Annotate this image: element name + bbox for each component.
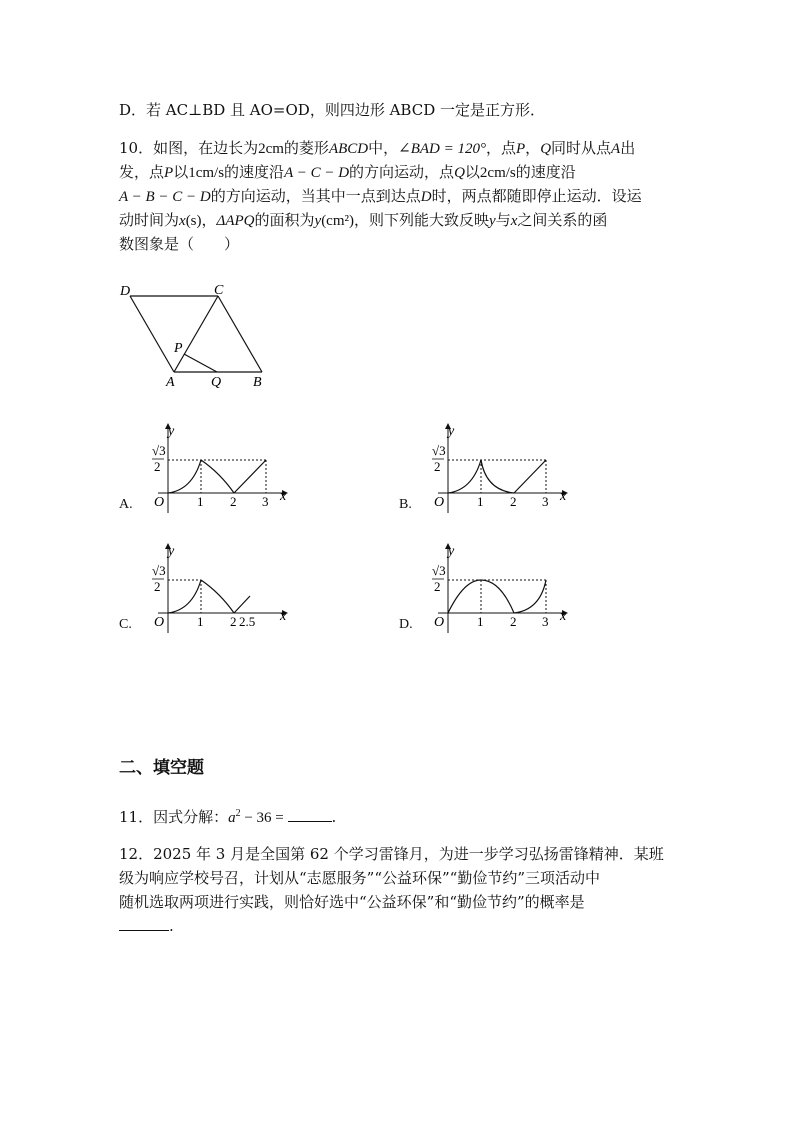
tick-3: 3 — [262, 494, 269, 509]
q10-line-4: 动时间为x(s)，ΔAPQ的面积为y(cm²)，则下列能大致反映y与x之间关系的函 — [119, 211, 608, 229]
q12-line-1: 12．2025 年 3 月是全国第 62 个学习雷锋月，为进一步学习弘扬雷锋精神．某班 — [119, 845, 664, 863]
tick-1: 1 — [197, 494, 204, 509]
tick-3: 3 — [542, 614, 549, 629]
q10-line-1: 10．如图，在边长为2cm的菱形ABCD中，∠BAD = 120°，点P，Q同时从点A出 — [119, 139, 636, 157]
x-label: x — [560, 489, 567, 504]
two-label: 2 — [154, 579, 161, 594]
y-label: y — [448, 544, 455, 559]
origin-label: O — [154, 615, 165, 630]
tick-2-5: 2.5 — [239, 614, 256, 629]
answer-blank[interactable] — [119, 916, 169, 931]
q10-line-3: A − B − C − D的方向运动，当其中一点到达点D时，两点都随即停止运动．设运 — [119, 187, 642, 205]
graph-option-b — [420, 418, 580, 518]
origin-label: O — [154, 495, 165, 510]
y-label: y — [168, 424, 175, 439]
side-cb — [218, 296, 262, 372]
rhombus-figure — [110, 278, 280, 393]
graph-option-d — [420, 538, 580, 638]
tick-2: 2 — [230, 494, 237, 509]
label-c: C — [214, 283, 224, 298]
curve-seg-3 — [514, 580, 546, 613]
origin-label: O — [434, 495, 445, 510]
tick-1: 1 — [197, 614, 204, 629]
curve-seg-2 — [481, 580, 514, 613]
tick-1: 1 — [477, 494, 484, 509]
curve-seg-3 — [514, 460, 546, 493]
label-a: A — [166, 375, 175, 390]
tick-2: 2 — [230, 614, 237, 629]
graph-option-c — [140, 538, 300, 638]
q9-option-d: D．若 AC⊥BD 且 AO=OD，则四边形 ABCD 一定是正方形． — [119, 101, 545, 119]
two-label: 2 — [154, 459, 161, 474]
sqrt3-label: √3 — [432, 443, 446, 458]
tick-3: 3 — [542, 494, 549, 509]
option-c-label: C. — [119, 617, 132, 632]
option-b-label: B. — [399, 497, 412, 512]
origin-label: O — [434, 615, 445, 630]
answer-blank[interactable] — [288, 807, 332, 822]
curve-seg-1 — [168, 580, 201, 613]
two-label: 2 — [434, 579, 441, 594]
section-heading: 二、填空题 — [119, 758, 204, 778]
option-a-label: A. — [119, 497, 133, 512]
q12-line-2: 级为响应学校号召，计划从“志愿服务”“公益环保”“勤俭节约”三项活动中 — [119, 869, 601, 887]
label-p: P — [174, 341, 183, 356]
tick-2: 2 — [510, 614, 517, 629]
sqrt3-label: √3 — [152, 563, 166, 578]
q12-line-3: 随机选取两项进行实践，则恰好选中“公益环保”和“勤俭节约”的概率是 — [119, 893, 585, 911]
curve-seg-2 — [201, 580, 234, 613]
curve-seg-1 — [168, 460, 201, 493]
y-label: y — [168, 544, 175, 559]
label-d: D — [120, 284, 131, 299]
sqrt3-label: √3 — [432, 563, 446, 578]
curve-seg-2 — [481, 460, 514, 493]
tick-2: 2 — [510, 494, 517, 509]
sqrt3-label: √3 — [152, 443, 166, 458]
y-label: y — [448, 424, 455, 439]
side-da — [130, 296, 174, 372]
curve-seg-2 — [201, 460, 234, 493]
q11: 11．因式分解：$a^2 - 36$ = . — [119, 808, 337, 826]
option-d-label: D. — [399, 617, 413, 632]
two-label: 2 — [434, 459, 441, 474]
q12-line-4: . — [119, 916, 174, 936]
graph-option-a — [140, 418, 300, 518]
x-label: x — [280, 489, 287, 504]
label-b: B — [253, 375, 262, 390]
curve-seg-1 — [448, 460, 481, 493]
tick-1: 1 — [477, 614, 484, 629]
label-q: Q — [211, 375, 222, 390]
curve-seg-3 — [234, 460, 266, 493]
x-label: x — [560, 609, 567, 624]
x-label: x — [280, 609, 287, 624]
curve-seg-3 — [234, 596, 250, 613]
curve-seg-1 — [448, 580, 481, 613]
q10-line-5: 数图象是（ ） — [119, 235, 240, 253]
q10-line-2: 发，点P以1cm/s的速度沿A − C − D的方向运动，点Q以2cm/s的速度沿 — [119, 163, 576, 181]
segment-pq — [184, 354, 217, 372]
